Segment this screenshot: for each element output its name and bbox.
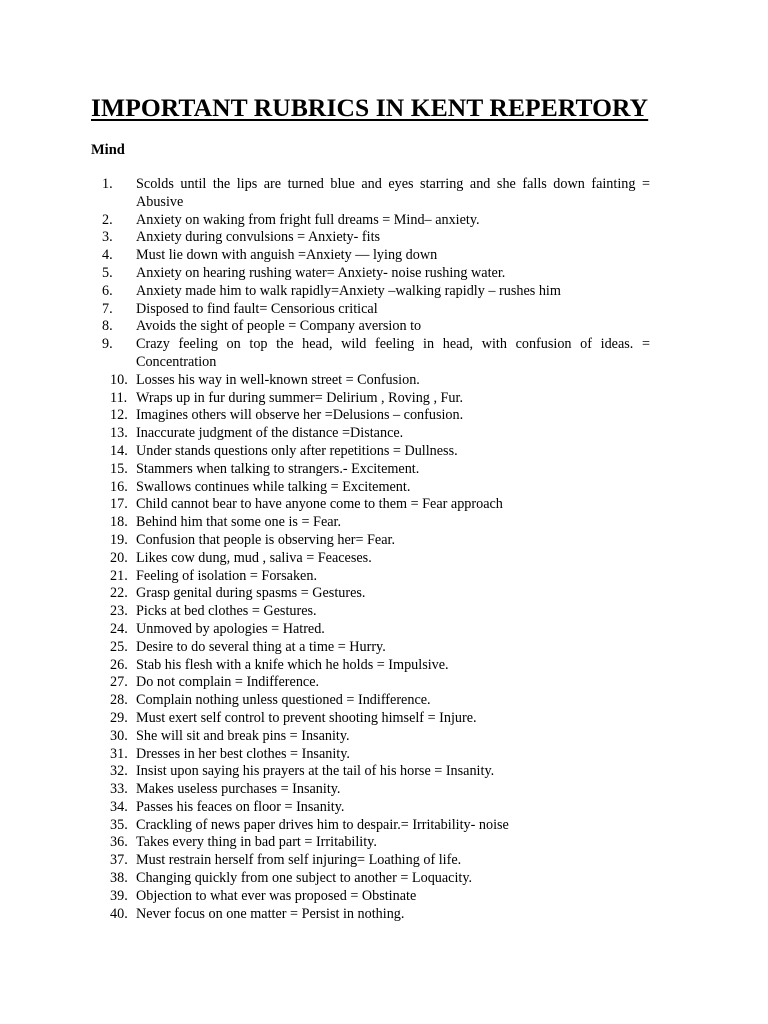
list-item: [0, 479, 650, 497]
list-item-text: Dresses in her best clothes = Insanity.: [136, 745, 350, 762]
list-item-text: Anxiety on hearing rushing water= Anxiety- noise rushing water.: [136, 264, 506, 281]
list-item-text: Desire to do several thing at a time = Hurry.: [136, 638, 386, 655]
list-item: [0, 229, 650, 247]
list-item: [0, 710, 650, 728]
list-item-number: 11.: [110, 389, 128, 406]
list-item-number: 4.: [102, 247, 113, 264]
list-item-number: 34.: [110, 798, 128, 815]
list-item: [0, 283, 650, 301]
list-item-text: Must exert self control to prevent shooting himself = Injure.: [136, 709, 477, 726]
list-item-number: 35.: [110, 816, 128, 833]
list-item: [0, 461, 650, 479]
list-item-number: 40.: [110, 905, 128, 922]
list-item-text: Anxiety during convulsions = Anxiety- fits: [136, 229, 381, 246]
list-item-number: 14.: [110, 442, 128, 459]
list-item-number: 33.: [110, 781, 128, 798]
list-item-text: Complain nothing unless questioned = Indifference.: [136, 692, 431, 709]
list-item-number: 36.: [110, 834, 128, 851]
list-item: [0, 763, 650, 781]
list-item-number: 8.: [102, 318, 113, 335]
list-item-text: Unmoved by apologies = Hatred.: [136, 620, 325, 637]
list-item: [0, 496, 650, 514]
list-item: [0, 817, 650, 835]
list-item-text: Swallows continues while talking = Excitement.: [136, 478, 411, 495]
list-item-number: 23.: [110, 603, 128, 620]
list-item-number: 29.: [110, 709, 128, 726]
list-item-text: Never focus on one matter = Persist in nothing.: [136, 905, 405, 922]
list-item-text: Imagines others will observe her =Delusions – confusion.: [136, 407, 464, 424]
list-item: [0, 674, 650, 692]
list-item: [0, 372, 650, 390]
list-item-number: 13.: [110, 425, 128, 442]
list-item-number: 38.: [110, 870, 128, 887]
list-item-number: 17.: [110, 496, 128, 513]
list-item: [0, 657, 650, 675]
list-item-text: Changing quickly from one subject to another = Loquacity.: [136, 870, 473, 887]
list-item-text: Takes every thing in bad part = Irritability.: [136, 834, 377, 851]
list-item-number: 9.: [102, 336, 113, 353]
list-item-text: Do not complain = Indifference.: [136, 674, 320, 691]
list-item-number: 30.: [110, 727, 128, 744]
list-item-number: 26.: [110, 656, 128, 673]
list-item-text: Stammers when talking to strangers.- Excitement.: [136, 460, 420, 477]
list-item-text: Grasp genital during spasms = Gestures.: [136, 585, 366, 602]
list-item: [0, 870, 650, 888]
list-item: [0, 852, 650, 870]
list-item: [0, 781, 650, 799]
list-item-text: Anxiety on waking from fright full dreams = Mind– anxiety.: [136, 211, 480, 228]
list-item-number: 10.: [110, 371, 128, 388]
list-item: [0, 212, 650, 230]
list-item: [0, 799, 650, 817]
list-item-number: 32.: [110, 763, 128, 780]
list-item-text: Anxiety made him to walk rapidly=Anxiety –walking rapidly – rushes him: [136, 282, 561, 299]
list-item: [0, 336, 650, 372]
list-item-text: Child cannot bear to have anyone come to them = Fear approach: [136, 496, 503, 513]
list-item: [0, 639, 650, 657]
document-title: IMPORTANT RUBRICS IN KENT REPERTORY: [91, 93, 649, 122]
list-item: [0, 603, 650, 621]
list-item-text: She will sit and break pins = Insanity.: [136, 727, 350, 744]
list-item-number: 27.: [110, 674, 128, 691]
list-item-number: 1.: [102, 176, 113, 192]
list-item-number: 20.: [110, 549, 128, 566]
list-item-number: 28.: [110, 692, 128, 709]
list-item: [0, 621, 650, 639]
list-item-number: 12.: [110, 407, 128, 424]
list-item-number: 3.: [102, 229, 113, 246]
list-item: [0, 247, 650, 265]
list-item-number: 6.: [102, 282, 113, 299]
list-item-text: Behind him that some one is = Fear.: [136, 514, 342, 531]
list-item-text: Must lie down with anguish =Anxiety — lying down: [136, 247, 438, 264]
list-item-text: Avoids the sight of people = Company aversion to: [136, 318, 422, 335]
list-item: [0, 532, 650, 550]
list-item-number: 7.: [102, 300, 113, 317]
list-item-text: Crazy feeling on top the head, wild feeling in head, with confusion of ideas. = Concentration: [136, 336, 650, 370]
list-item-number: 5.: [102, 264, 113, 281]
list-item-text: Objection to what ever was proposed = Obstinate: [136, 887, 417, 904]
list-item-text: Crackling of news paper drives him to despair.= Irritability- noise: [136, 816, 509, 833]
list-item-text: Scolds until the lips are turned blue and eyes starring and she falls down fainting = Abusive: [136, 176, 650, 210]
list-item-text: Stab his flesh with a knife which he holds = Impulsive.: [136, 656, 449, 673]
list-item-text: Inaccurate judgment of the distance =Distance.: [136, 425, 404, 442]
list-item-number: 21.: [110, 567, 128, 584]
list-item: [0, 407, 650, 425]
list-item: [0, 906, 650, 924]
list-item: [0, 746, 650, 764]
list-item-number: 37.: [110, 852, 128, 869]
list-item-number: 31.: [110, 745, 128, 762]
list-item: [0, 301, 650, 319]
section-heading: Mind: [91, 142, 125, 158]
list-item-text: Under stands questions only after repetitions = Dullness.: [136, 442, 458, 459]
list-item: [0, 443, 650, 461]
list-item: [0, 265, 650, 283]
list-item-number: 16.: [110, 478, 128, 495]
list-item-number: 15.: [110, 460, 128, 477]
list-item: [0, 550, 650, 568]
list-item-text: Confusion that people is observing her= Fear.: [136, 531, 395, 548]
list-item-text: Picks at bed clothes = Gestures.: [136, 603, 317, 620]
list-item-text: Likes cow dung, mud , saliva = Feaceses.: [136, 549, 372, 566]
list-item-text: Disposed to find fault= Censorious critical: [136, 300, 378, 317]
list-item-number: 24.: [110, 620, 128, 637]
list-item: [0, 318, 650, 336]
list-item-text: Insist upon saying his prayers at the tail of his horse = Insanity.: [136, 763, 495, 780]
list-item: [0, 728, 650, 746]
list-item: [0, 425, 650, 443]
list-item-number: 18.: [110, 514, 128, 531]
list-item-text: Must restrain herself from self injuring= Loathing of life.: [136, 852, 462, 869]
list-item-text: Losses his way in well-known street = Confusion.: [136, 371, 420, 388]
list-item-number: 39.: [110, 887, 128, 904]
list-item: [0, 585, 650, 603]
list-item: [0, 176, 650, 212]
rubric-list: [0, 176, 768, 923]
list-item: [0, 888, 650, 906]
list-item-number: 25.: [110, 638, 128, 655]
list-item-number: 2.: [102, 211, 113, 228]
list-item: [0, 568, 650, 586]
list-item: [0, 692, 650, 710]
list-item-text: Feeling of isolation = Forsaken.: [136, 567, 317, 584]
list-item-number: 19.: [110, 531, 128, 548]
list-item-text: Passes his feaces on floor = Insanity.: [136, 798, 345, 815]
list-item: [0, 514, 650, 532]
list-item-text: Makes useless purchases = Insanity.: [136, 781, 341, 798]
list-item-text: Wraps up in fur during summer= Delirium , Roving , Fur.: [136, 389, 464, 406]
list-item: [0, 390, 650, 408]
list-item-number: 22.: [110, 585, 128, 602]
list-item: [0, 834, 650, 852]
